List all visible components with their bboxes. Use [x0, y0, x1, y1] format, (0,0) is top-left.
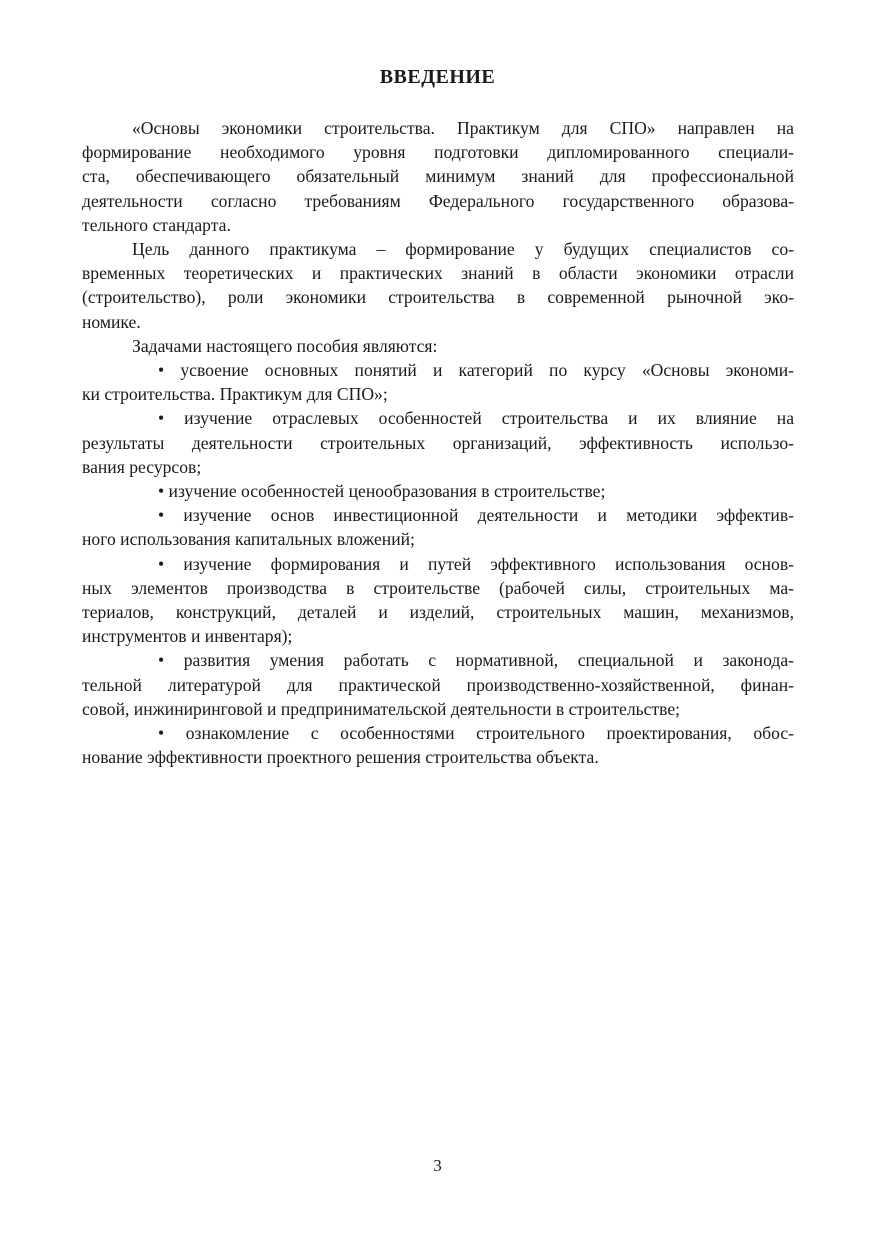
text-line: тельного стандарта. [82, 214, 231, 235]
text-line: • изучение основ инвестиционной деятельности и методики эффектив- [158, 505, 794, 526]
text-line: (строительство), роли экономики строительства в современной рыночной эко- [82, 287, 794, 308]
text-line: Цель данного практикума – формирование у будущих специалистов со- [132, 239, 794, 260]
bullet-item [82, 648, 794, 721]
text-line: • ознакомление с особенностями строительного проектирования, обос- [158, 723, 794, 744]
paragraph-goal [82, 237, 794, 334]
text-line: номике. [82, 311, 141, 332]
text-line: • усвоение основных понятий и категорий по курсу «Основы экономи- [158, 360, 794, 381]
text-line: деятельности согласно требованиям Федерального государственного образова- [82, 190, 794, 211]
text-line: «Основы экономики строительства. Практикум для СПО» направлен на [132, 118, 794, 138]
bullet-item [82, 552, 794, 649]
text-line: ки строительства. Практикум для СПО»; [82, 384, 388, 405]
page-number: 3 [433, 1156, 442, 1175]
bullet-item [82, 406, 794, 479]
text-line: ных элементов производства в строительстве (рабочей силы, строительных ма- [82, 577, 794, 598]
text-line: Задачами настоящего пособия являются: [132, 335, 438, 356]
text-line: нование эффективности проектного решения строительства объекта. [82, 747, 599, 768]
text-line: • развития умения работать с нормативной, специальной и законода- [158, 650, 794, 671]
text-line: тельной литературой для практической производственно-хозяйственной, финан- [82, 674, 794, 695]
paragraph-intro [82, 116, 794, 237]
text-line: • изучение особенностей ценообразования в строительстве; [158, 481, 606, 502]
text-line: инструментов и инвентаря); [82, 626, 293, 647]
body-text [82, 116, 794, 769]
text-line: ста, обеспечивающего обязательный минимум знаний для профессиональной [82, 166, 794, 187]
bullet-item [82, 479, 794, 503]
text-line: вания ресурсов; [82, 456, 202, 477]
text-line: • изучение отраслевых особенностей строительства и их влияние на [158, 408, 794, 429]
text-line: • изучение формирования и путей эффективного использования основ- [158, 553, 794, 574]
text-line: ного использования капитальных вложений; [82, 529, 415, 550]
text-line: совой, инжиниринговой и предпринимательской деятельности в строительстве; [82, 698, 681, 719]
paragraph-tasks-intro [82, 334, 794, 358]
text-line: результаты деятельности строительных организаций, эффективность использо- [82, 432, 794, 453]
text-line: временных теоретических и практических знаний в области экономики отрасли [82, 263, 794, 284]
bullet-item [82, 358, 794, 406]
page-title: ВВЕДЕНИЕ [379, 66, 496, 88]
text-line: формирование необходимого уровня подготовки дипломированного специали- [82, 142, 794, 163]
bullet-item [82, 721, 794, 769]
text-line: териалов, конструкций, деталей и изделий, строительных машин, механизмов, [82, 602, 794, 623]
bullet-item [82, 503, 794, 551]
